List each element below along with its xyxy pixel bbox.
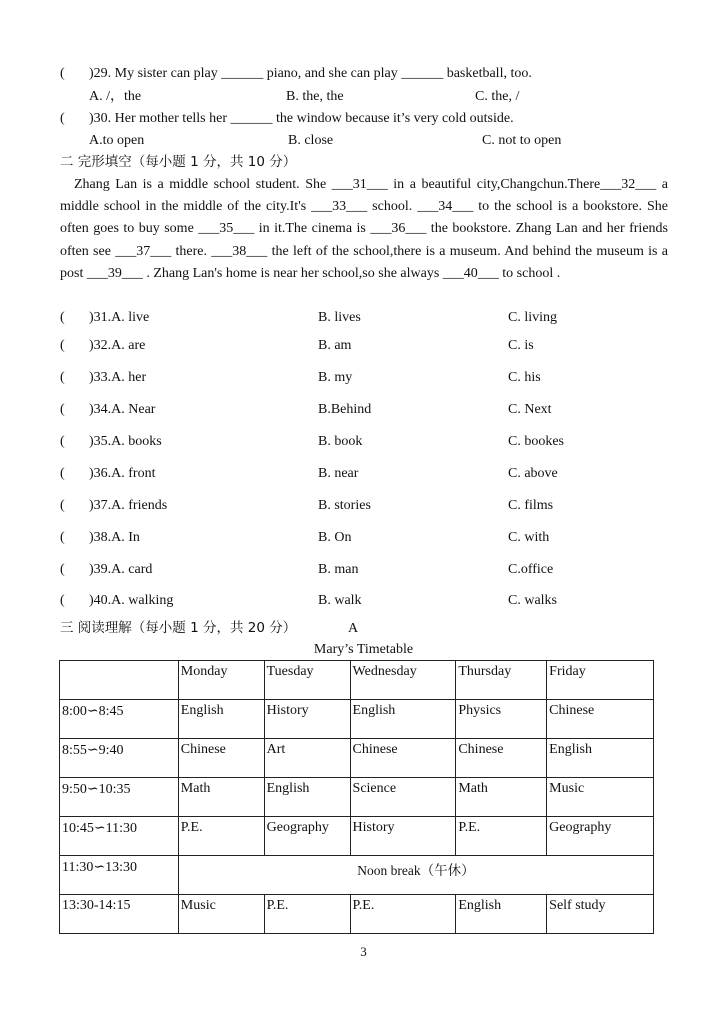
option-b: B. walk (318, 593, 362, 608)
option-a: )34.A. Near (89, 402, 156, 417)
option-c: C. living (508, 310, 558, 325)
q30-option-b: B. close (288, 133, 334, 148)
subject-cell: Geography (547, 817, 654, 856)
subject-cell: Math (178, 778, 264, 817)
table-row (60, 700, 654, 739)
option-c: C.office (508, 562, 554, 577)
answer-paren: ( (60, 562, 65, 577)
answer-paren: ( (60, 370, 65, 385)
time-cell: 10:45∽11:30 (60, 817, 179, 856)
option-a: )31.A. live (89, 310, 150, 325)
option-a: )39.A. card (89, 562, 153, 577)
subject-cell: Chinese (547, 700, 654, 739)
table-row (60, 817, 654, 856)
subject-cell: Chinese (350, 739, 456, 778)
q29-option-b: B. the, the (286, 89, 344, 104)
subject-cell: Art (264, 739, 350, 778)
corner-cell (60, 661, 179, 700)
page-number: 3 (360, 944, 367, 959)
subject-cell: English (350, 700, 456, 739)
subject-cell: P.E. (456, 817, 547, 856)
option-b: B. am (318, 338, 352, 353)
answer-paren: ( (60, 402, 65, 417)
timetable (59, 660, 654, 934)
option-b: B. On (318, 530, 352, 545)
q30-option-a: A.to open (89, 133, 145, 148)
answer-paren: ( (60, 593, 65, 608)
noon-break-cell: Noon break（午休） (178, 856, 653, 895)
option-c: C. with (508, 530, 550, 545)
option-b: B. near (318, 466, 359, 481)
subject-cell: Science (350, 778, 456, 817)
option-a: )38.A. In (89, 530, 140, 545)
subject-cell: P.E. (264, 895, 350, 934)
table-row (60, 778, 654, 817)
day-header: Wednesday (350, 661, 456, 700)
q29-paren: ( (60, 66, 65, 81)
q29-stem: )29. My sister can play ______ piano, and she can play ______ basketball, too. (89, 66, 532, 81)
option-a: )35.A. books (89, 434, 162, 449)
option-c: C. above (508, 466, 558, 481)
section3-heading: 三 阅读理解（每小题 1 分，共 20 分） (60, 620, 297, 636)
option-c: C. Next (508, 402, 552, 417)
answer-paren: ( (60, 530, 65, 545)
option-a: )36.A. front (89, 466, 156, 481)
subject-cell: Chinese (178, 739, 264, 778)
subject-cell: Music (547, 778, 654, 817)
table-row (60, 895, 654, 934)
option-a: )32.A. are (89, 338, 146, 353)
day-header: Tuesday (264, 661, 350, 700)
day-header: Friday (547, 661, 654, 700)
subject-cell: Physics (456, 700, 547, 739)
option-c: C. walks (508, 593, 557, 608)
table-row (60, 739, 654, 778)
answer-paren: ( (60, 498, 65, 513)
day-header: Monday (178, 661, 264, 700)
option-a: )37.A. friends (89, 498, 168, 513)
answer-paren: ( (60, 338, 65, 353)
subject-cell: Music (178, 895, 264, 934)
subject-cell: History (350, 817, 456, 856)
section2-heading: 二 完形填空（每小题 1 分，共 10 分） (60, 154, 297, 170)
option-b: B. man (318, 562, 359, 577)
section3-part-label: A (348, 621, 359, 636)
option-c: C. is (508, 338, 534, 353)
q29-option-a: A. /，the (89, 89, 142, 104)
q30-stem: )30. Her mother tells her ______ the window because it’s very cold outside. (89, 111, 514, 126)
option-b: B. lives (318, 310, 361, 325)
q30-option-c: C. not to open (482, 133, 562, 148)
subject-cell: P.E. (178, 817, 264, 856)
q29-option-c: C. the, / (475, 89, 520, 104)
q30-paren: ( (60, 111, 65, 126)
option-b: B.Behind (318, 402, 372, 417)
option-b: B. my (318, 370, 353, 385)
subject-cell: History (264, 700, 350, 739)
noon-row (60, 856, 654, 895)
timetable-title: Mary’s Timetable (313, 642, 414, 657)
time-cell: 8:55∽9:40 (60, 739, 179, 778)
option-c: C. his (508, 370, 541, 385)
day-header: Thursday (456, 661, 547, 700)
subject-cell: Geography (264, 817, 350, 856)
subject-cell: English (178, 700, 264, 739)
subject-cell: Math (456, 778, 547, 817)
answer-paren: ( (60, 310, 65, 325)
option-b: B. stories (318, 498, 371, 513)
time-cell: 8:00∽8:45 (60, 700, 179, 739)
option-a: )40.A. walking (89, 593, 174, 608)
subject-cell: English (456, 895, 547, 934)
subject-cell: English (264, 778, 350, 817)
time-cell: 11:30∽13:30 (60, 856, 179, 895)
time-cell: 13:30-14:15 (60, 895, 179, 934)
subject-cell: P.E. (350, 895, 456, 934)
subject-cell: English (547, 739, 654, 778)
option-b: B. book (318, 434, 363, 449)
option-a: )33.A. her (89, 370, 147, 385)
subject-cell: Chinese (456, 739, 547, 778)
option-c: C. films (508, 498, 554, 513)
header-row (60, 661, 654, 700)
cloze-passage: Zhang Lan is a middle school student. She ___31___ in a beautiful city,Changchun.There___32___ a middle school in the middle of the city.It's ___33___ school. ___34___ to the school is a bookstore. She often goes to buy some ___35___ in it.The cinema is ___36___ the bookstore. Zhang Lan and her friends often see ___37___ there. ___38___ the left of the school,there is a museum. And behind the museum is a post ___39___ . Zhang Lan's home is near her school,so she always ___40___ to school . (60, 177, 668, 281)
option-c: C. bookes (508, 434, 564, 449)
answer-paren: ( (60, 466, 65, 481)
answer-paren: ( (60, 434, 65, 449)
time-cell: 9:50∽10:35 (60, 778, 179, 817)
subject-cell: Self study (547, 895, 654, 934)
